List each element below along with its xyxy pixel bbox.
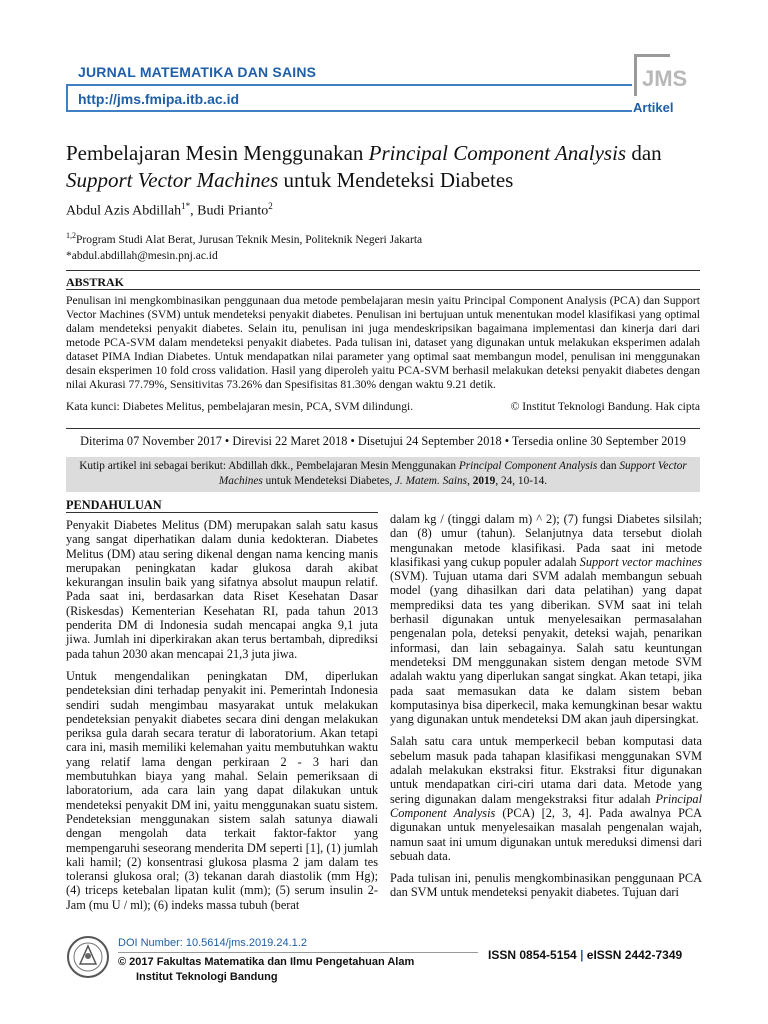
- body-column-left: [66, 518, 378, 920]
- header-rule-left: [66, 84, 68, 112]
- footer-rule: [118, 952, 478, 953]
- issn: ISSN 0854-5154 | eISSN 2442-7349: [488, 948, 683, 962]
- submission-dates: Diterima 07 November 2017 • Direvisi 22 Maret 2018 • Disetujui 24 September 2018 • Tersedia online 30 September 2019: [80, 434, 686, 448]
- journal-name: JURNAL MATEMATIKA DAN SAINS: [78, 64, 317, 80]
- abstract-copyright: © Institut Teknologi Bandung. Hak cipta: [510, 400, 700, 413]
- paragraph: Pada tulisan ini, penulis mengkombinasikan penggunaan PCA dan SVM untuk mendeteksi penyakit diabetes. Tujuan dari: [390, 871, 702, 900]
- abstract-rule-top: [66, 270, 700, 271]
- section-heading: PENDAHULUAN: [66, 498, 162, 512]
- footer-institution: Institut Teknologi Bandung: [136, 971, 278, 983]
- article-title: Pembelajaran Mesin Menggunakan Principal Component Analysis dan Support Vector Machines untuk Mendeteksi Diabetes: [66, 141, 662, 192]
- abstract-text: Penulisan ini mengkombinasikan penggunaan dua metode pembelajaran mesin yaitu Principal Component Analysis (PCA) dan Support Vector Machines (SVM) untuk mendeteksi penyakit diabetes. Penulisan ini bertujuan untuk menentukan model klasifikasi yang optimal dalam mendeteksi penyakit diabetes. Selain itu, penulisan ini juga mendeskripsikan bagaimana implementasi dan kinerja dari dari metode PCA-SVM dalam mendeteksi penyakit diabetes. Pada tulisan ini, dataset yang digunakan untuk melakukan eksperimen adalah dataset PIMA Indian Diabetes. Untuk mendapatkan nilai parameter yang optimal saat membangun model, penulisan ini menggunakan desain eksperimen 10 fold cross validation. Hasil yang diperoleh yaitu PCA-SVM berhasil melakukan deteksi penyakit diabetes dengan nilai Akurasi 77.79%, Sensitivitas 73.26% dan Spesifisitas 81.30% dengan waktu 9.21 detik.: [66, 294, 700, 391]
- abstract-rule-bottom: [66, 428, 700, 429]
- journal-url[interactable]: http://jms.fmipa.itb.ac.id: [78, 91, 240, 107]
- header-rule-bottom: [66, 110, 632, 112]
- article-type-label: Artikel: [633, 100, 674, 115]
- doi-link[interactable]: DOI Number: 10.5614/jms.2019.24.1.2: [118, 937, 307, 949]
- paragraph: Penyakit Diabetes Melitus (DM) merupakan salah satu kasus yang sangat diperhatikan dalam dunia kedokteran. Diabetes Melitus (DM) atau sering dikenal dengan nama kencing manis merupakan peningkatan kadar glukosa darah akibat kekurangan insulin baik yang sifatnya absolut maupun relatif. Pada saat ini, berdasarkan data Riset Kesehatan Dasar (Riskesdas) Kementerian Kesehatan RI, pada tahun 2013 penderita DM di Indonesia sudah mencapai angka 9,1 juta jiwa. Jumlah ini diperkirakan akan terus bertambah, diprediksi pada tahun 2030 akan mencapai 21,3 juta jiwa.: [66, 518, 378, 661]
- footer-copyright: © 2017 Fakultas Matematika dan Ilmu Pengetahuan Alam: [118, 956, 415, 968]
- itb-seal-icon: [66, 934, 110, 980]
- header-rule-top: [66, 84, 632, 86]
- paragraph: dalam kg / (tinggi dalam m) ^ 2); (7) fungsi Diabetes silsilah; dan (8) umur (tahun). Selanjutnya data tersebut diolah mengunakan metode klasifikasi. Pada saat ini metode klasifikasi yang cukup populer adalah Support vector machines (SVM). Tujuan utama dari SVM adalah membangun sebuah model (yang dihasilkan dari data pelatihan) yang dapat memprediksi data tes yang diberikan. SVM saat ini telah berhasil digunakan untuk menyelesaikan permasalahan pengenalan pola, deteksi penyakit, deteksi wajah, penarikan informasi, dan lain sebagainya. Salah satu keuntungan mendeteksi DM menggunakan sistem dengan metode SVM adalah waktu yang diperlukan sangat singkat. Akan tetapi, jika pada saat memasukan data ke dalam sistem beban komputasinya bisa diperkecil, maka kemungkinan besar waktu yang digunakan untuk mendeteksi DM akan jauh dipersingkat.: [390, 512, 702, 727]
- authors: Abdul Azis Abdillah$^{1*}$, Budi Prianto$^2$: [66, 201, 273, 219]
- logo-text: JMS: [642, 66, 688, 91]
- abstract-heading: ABSTRAK: [66, 275, 125, 289]
- corresponding-email[interactable]: *abdul.abdillah@mesin.pnj.ac.id: [66, 250, 218, 262]
- keywords: Kata kunci: Diabetes Melitus, pembelajaran mesin, PCA, SVM dilindungi.: [66, 400, 414, 413]
- citation-box: Kutip artikel ini sebagai berikut: Abdillah dkk., Pembelajaran Mesin Menggunakan Principal Component Analysis dan Support Vector Machines untuk Mendeteksi Diabetes, J. Matem. Sains, 2019, 24, 10-14.: [66, 457, 700, 492]
- affiliation: $^{1,2}$Program Studi Alat Berat, Jurusan Teknik Mesin, Politeknik Negeri Jakarta: [66, 231, 423, 246]
- section-rule: [66, 512, 378, 513]
- body-column-right: [390, 512, 702, 908]
- paragraph: Salah satu cara untuk memperkecil beban komputasi data sebelum masuk pada tahapan klasifikasi menggunakan SVM adalah melakukan ekstraksi fitur. Ekstraksi fitur digunakan untuk mendapatkan ciri-ciri utama dari data. Metode yang sering digunakan dalam mengekstraksi fitur adalah Principal Component Analysis (PCA) [2, 3, 4]. Pada awalnya PCA digunakan untuk menyelesaikan masalah pengenalan wajah, namun saat ini umum digunakan untuk mereduksi dimensi dari sebuah data.: [390, 734, 703, 863]
- paragraph: Untuk mengendalikan peningkatan DM, diperlukan pendeteksian dini terhadap penyakit ini. Pemerintah Indonesia sendiri sudah mengimbau masyarakat untuk melakukan pendeteksian penyakit diabetes secara dini dengan melakukan periksa gula darah secara teratur di laboratorium. Akan tetapi cara ini, masih memiliki kelemahan yaitu membutuhkan waktu yang relatif lama dengan perkiraan 2 - 3 hari dan membutuhkan biaya yang mahal. Selain pemeriksaan di laboratorium, ada cara lain yang dapat dilakukan untuk mendeteksi penyakit DM ini, yaitu menggunakan suatu sistem. Pendeteksian menggunakan sistem salah satunya diawali dengan mengolah data terkait faktor-faktor yang mempengaruhi seseorang menderita DM seperti [1], (1) jumlah kali hamil; (2) konsentrasi glukosa plasma 2 jam dalam tes toleransi glukosa oral; (3) tekanan darah diastolik (mm Hg); (4) triceps ketebalan lipatan kulit (mm); (5) serum insulin 2-Jam (mu U / ml); (6) indeks massa tubuh (berat: [66, 668, 378, 912]
- abstract-heading-rule: [66, 289, 700, 290]
